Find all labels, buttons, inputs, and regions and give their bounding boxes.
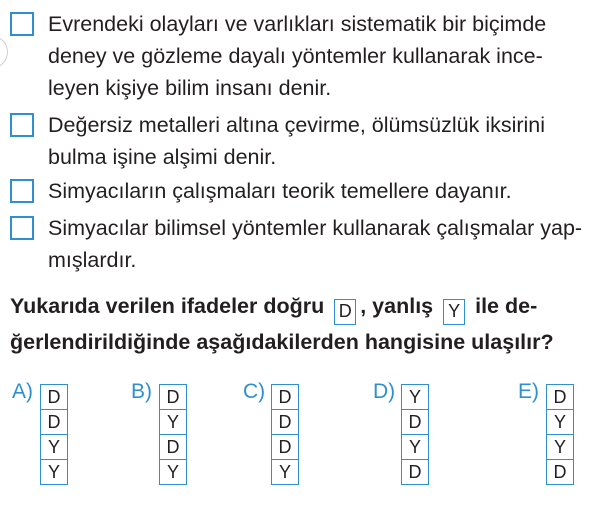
option-letter: B)	[131, 380, 152, 403]
answer-stack	[271, 384, 299, 485]
question-part: Yukarıda verilen ifadeler doğru	[10, 294, 325, 318]
statement-text-2	[48, 109, 588, 173]
question-line-2	[10, 324, 592, 360]
statement-line: Değersiz metalleri altına çevirme, ölümsüzlük iksirini	[48, 113, 546, 137]
question-line-1	[10, 288, 592, 324]
statement-line: leyen kişiye bilim insanı denir.	[48, 76, 332, 100]
answer-cell: Y	[160, 409, 186, 434]
statement-line: bulma işine alşimi denir.	[48, 145, 277, 169]
answer-checkbox-2[interactable]	[10, 113, 34, 137]
answer-cell: D	[47, 387, 61, 407]
answer-checkbox-3[interactable]	[10, 179, 34, 203]
answer-cell: D	[41, 409, 67, 434]
true-symbol-box: D	[334, 299, 356, 325]
answer-cell: Y	[272, 459, 298, 484]
answer-stack	[546, 384, 574, 485]
answer-cell: D	[160, 434, 186, 459]
statement-text-3	[48, 175, 588, 207]
answer-cell: D	[547, 459, 573, 484]
answer-cell: Y	[547, 434, 573, 459]
answer-checkbox-4[interactable]	[10, 216, 34, 240]
answer-cell: Y	[547, 409, 573, 434]
answer-stack	[40, 384, 68, 485]
question-part: ile de-	[475, 294, 538, 318]
answer-stack	[401, 384, 429, 485]
answer-checkbox-1[interactable]	[10, 12, 34, 36]
option-letter: C)	[243, 380, 266, 403]
answer-cell: Y	[408, 387, 421, 407]
answer-cell: D	[272, 409, 298, 434]
answer-stack	[159, 384, 187, 485]
statement-line: Simyacıların çalışmaları teorik temellere dayanır.	[48, 179, 512, 203]
false-symbol-box: Y	[443, 299, 465, 325]
statement-line: deney ve gözleme dayalı yöntemler kullanarak ince-	[48, 44, 543, 68]
answer-cell: Y	[160, 459, 186, 484]
option-letter: A)	[12, 380, 33, 403]
answer-cell: Y	[41, 459, 67, 484]
question-text	[10, 288, 592, 360]
answer-cell: D	[402, 459, 428, 484]
statement-line: Simyacılar bilimsel yöntemler kullanarak çalışmalar yap-	[48, 216, 583, 240]
answer-cell: Y	[402, 434, 428, 459]
answer-cell: D	[166, 387, 180, 407]
answer-cell: D	[402, 409, 428, 434]
statement-line: Evrendeki olayları ve varlıkları sistematik bir biçimde	[48, 12, 547, 36]
answer-cell: D	[553, 387, 567, 407]
statement-text-4	[48, 212, 588, 276]
statement-line: mışlardır.	[48, 248, 137, 272]
question-part: , yanlış	[360, 294, 434, 318]
answer-cell: Y	[41, 434, 67, 459]
answer-cell: D	[272, 434, 298, 459]
option-letter: D)	[373, 380, 396, 403]
option-letter: E)	[518, 380, 539, 403]
answer-cell: D	[278, 387, 292, 407]
question-part: ğerlendirildiğinde aşağıdakilerden hangisine ulaşılır?	[10, 330, 554, 354]
page-edge-arc	[0, 36, 8, 68]
statement-text-1	[48, 8, 588, 104]
